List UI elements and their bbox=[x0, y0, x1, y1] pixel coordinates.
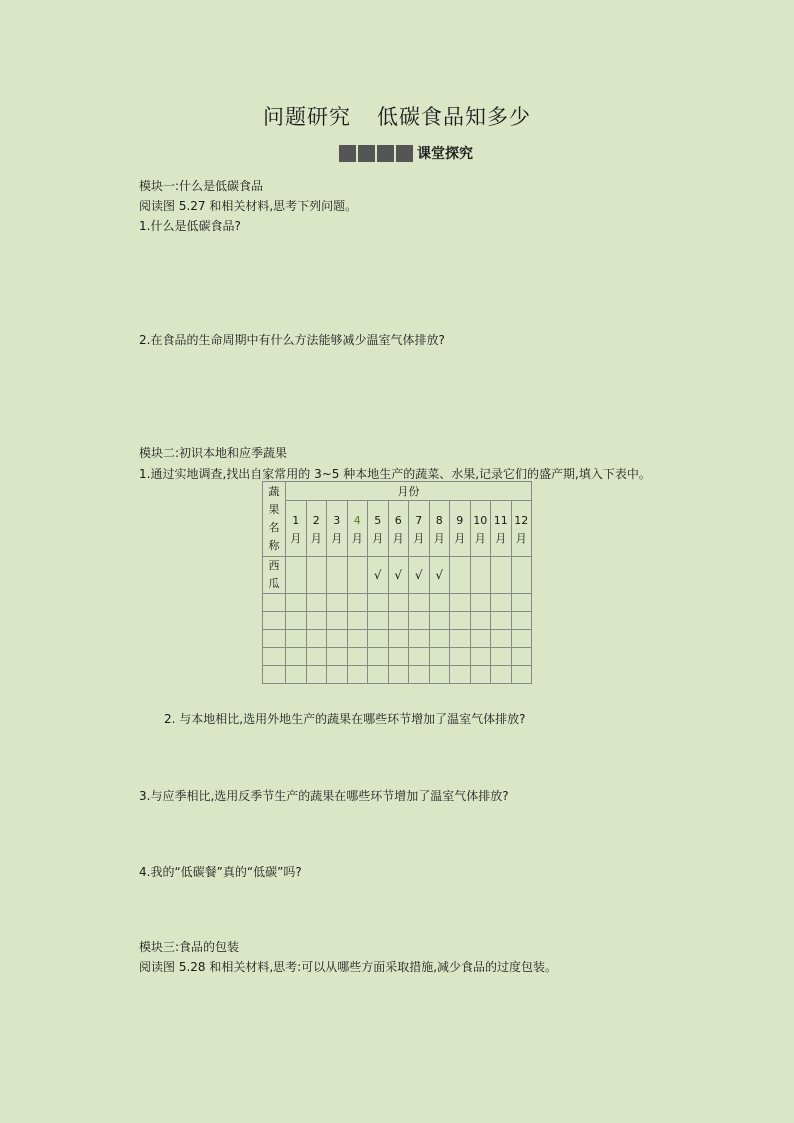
month-value-cell bbox=[491, 630, 512, 648]
month-value-cell bbox=[286, 648, 307, 666]
month-value-cell bbox=[388, 594, 409, 612]
month-value-cell bbox=[491, 648, 512, 666]
produce-name-cell: 西 瓜 bbox=[263, 557, 286, 594]
module1-question-1: 1.什么是低碳食品? bbox=[139, 219, 241, 233]
month-cell: 3 月 bbox=[327, 501, 348, 557]
table-corner-header: 蔬 果 名 称 bbox=[263, 482, 286, 557]
month-value-cell: √ bbox=[368, 557, 389, 594]
month-value-cell bbox=[450, 594, 471, 612]
month-cell: 1 月 bbox=[286, 501, 307, 557]
module1-heading: 模块一:什么是低碳食品 bbox=[139, 179, 264, 193]
table-row bbox=[263, 648, 532, 666]
month-value-cell bbox=[347, 612, 368, 630]
month-header: 月份 bbox=[286, 482, 532, 501]
module1-intro: 阅读图 5.27 和相关材料,思考下列问题。 bbox=[139, 199, 358, 213]
title-part2: 低碳食品知多少 bbox=[377, 105, 531, 129]
month-cell: 11 月 bbox=[491, 501, 512, 557]
month-value-cell bbox=[306, 557, 327, 594]
month-value-cell bbox=[429, 630, 450, 648]
section-block-icon bbox=[358, 145, 375, 162]
month-value-cell bbox=[429, 594, 450, 612]
month-value-cell bbox=[470, 612, 491, 630]
month-value-cell bbox=[327, 666, 348, 684]
month-cell: 5 月 bbox=[368, 501, 389, 557]
month-cell: 8 月 bbox=[429, 501, 450, 557]
month-value-cell bbox=[306, 630, 327, 648]
month-value-cell bbox=[429, 612, 450, 630]
month-value-cell bbox=[388, 630, 409, 648]
month-value-cell bbox=[491, 612, 512, 630]
month-value-cell bbox=[286, 594, 307, 612]
month-value-cell bbox=[409, 666, 430, 684]
month-value-cell: √ bbox=[409, 557, 430, 594]
month-value-cell bbox=[429, 666, 450, 684]
produce-season-table bbox=[262, 481, 532, 684]
month-value-cell bbox=[470, 594, 491, 612]
month-value-cell bbox=[409, 594, 430, 612]
month-value-cell bbox=[347, 557, 368, 594]
month-value-cell bbox=[286, 630, 307, 648]
month-value-cell bbox=[470, 648, 491, 666]
month-value-cell bbox=[409, 612, 430, 630]
month-value-cell bbox=[409, 648, 430, 666]
month-value-cell bbox=[491, 557, 512, 594]
module2-question-2: 2. 与本地相比,选用外地生产的蔬果在哪些环节增加了温室气体排放? bbox=[164, 712, 526, 726]
month-value-cell bbox=[409, 630, 430, 648]
produce-name-cell bbox=[263, 648, 286, 666]
module3-heading: 模块三:食品的包装 bbox=[139, 940, 240, 954]
month-value-cell bbox=[511, 630, 532, 648]
month-cell: 12 月 bbox=[511, 501, 532, 557]
month-value-cell bbox=[347, 666, 368, 684]
month-value-cell bbox=[368, 594, 389, 612]
section-block-icon bbox=[377, 145, 394, 162]
month-value-cell bbox=[306, 648, 327, 666]
month-value-cell bbox=[450, 630, 471, 648]
month-value-cell bbox=[511, 594, 532, 612]
month-value-cell bbox=[327, 648, 348, 666]
month-cell: 9 月 bbox=[450, 501, 471, 557]
module2-question-1: 1.通过实地调查,找出自家常用的 3~5 种本地生产的蔬菜、水果,记录它们的盛产期,填入下表中。 bbox=[139, 467, 651, 481]
section-header bbox=[339, 144, 473, 162]
month-value-cell bbox=[450, 648, 471, 666]
section-block-icon bbox=[396, 145, 413, 162]
month-cell: 6 月 bbox=[388, 501, 409, 557]
month-value-cell bbox=[511, 666, 532, 684]
table-row bbox=[263, 594, 532, 612]
title-part1: 问题研究 bbox=[263, 105, 351, 129]
month-value-cell bbox=[450, 666, 471, 684]
month-value-cell: √ bbox=[429, 557, 450, 594]
page-title bbox=[0, 101, 794, 131]
produce-name-cell bbox=[263, 666, 286, 684]
month-value-cell bbox=[470, 666, 491, 684]
month-value-cell bbox=[429, 648, 450, 666]
month-value-cell bbox=[368, 666, 389, 684]
month-value-cell bbox=[347, 594, 368, 612]
month-value-cell bbox=[450, 612, 471, 630]
month-value-cell bbox=[347, 630, 368, 648]
section-label: 课堂探究 bbox=[417, 146, 473, 162]
month-value-cell bbox=[511, 557, 532, 594]
month-value-cell bbox=[368, 648, 389, 666]
month-row bbox=[263, 501, 532, 557]
month-value-cell bbox=[347, 648, 368, 666]
month-cell: 7 月 bbox=[409, 501, 430, 557]
produce-name-cell bbox=[263, 594, 286, 612]
table-row bbox=[263, 557, 532, 594]
module2-question-4: 4.我的“低碳餐”真的“低碳”吗? bbox=[139, 865, 302, 879]
month-value-cell bbox=[286, 557, 307, 594]
module2-question-3: 3.与应季相比,选用反季节生产的蔬果在哪些环节增加了温室气体排放? bbox=[139, 789, 509, 803]
section-block-icon bbox=[339, 145, 356, 162]
month-value-cell bbox=[327, 594, 348, 612]
month-value-cell bbox=[491, 666, 512, 684]
month-value-cell bbox=[286, 612, 307, 630]
table-row bbox=[263, 612, 532, 630]
month-value-cell bbox=[368, 630, 389, 648]
table-row bbox=[263, 666, 532, 684]
month-value-cell bbox=[368, 612, 389, 630]
month-value-cell bbox=[286, 666, 307, 684]
table-row bbox=[263, 630, 532, 648]
month-value-cell bbox=[511, 648, 532, 666]
month-value-cell bbox=[306, 594, 327, 612]
month-value-cell bbox=[388, 648, 409, 666]
produce-name-cell bbox=[263, 630, 286, 648]
module3-intro: 阅读图 5.28 和相关材料,思考:可以从哪些方面采取措施,减少食品的过度包装。 bbox=[139, 960, 558, 974]
month-value-cell bbox=[491, 594, 512, 612]
month-value-cell bbox=[306, 612, 327, 630]
month-cell: 4 月 bbox=[347, 501, 368, 557]
month-value-cell bbox=[511, 612, 532, 630]
month-value-cell bbox=[388, 666, 409, 684]
month-value-cell bbox=[450, 557, 471, 594]
month-value-cell: √ bbox=[388, 557, 409, 594]
month-cell: 10 月 bbox=[470, 501, 491, 557]
month-cell: 2 月 bbox=[306, 501, 327, 557]
module1-question-2: 2.在食品的生命周期中有什么方法能够减少温室气体排放? bbox=[139, 333, 445, 347]
month-value-cell bbox=[327, 612, 348, 630]
month-value-cell bbox=[327, 630, 348, 648]
month-value-cell bbox=[388, 612, 409, 630]
month-value-cell bbox=[470, 630, 491, 648]
month-value-cell bbox=[327, 557, 348, 594]
month-value-cell bbox=[306, 666, 327, 684]
module2-heading: 模块二:初识本地和应季蔬果 bbox=[139, 446, 288, 460]
month-value-cell bbox=[470, 557, 491, 594]
produce-name-cell bbox=[263, 612, 286, 630]
